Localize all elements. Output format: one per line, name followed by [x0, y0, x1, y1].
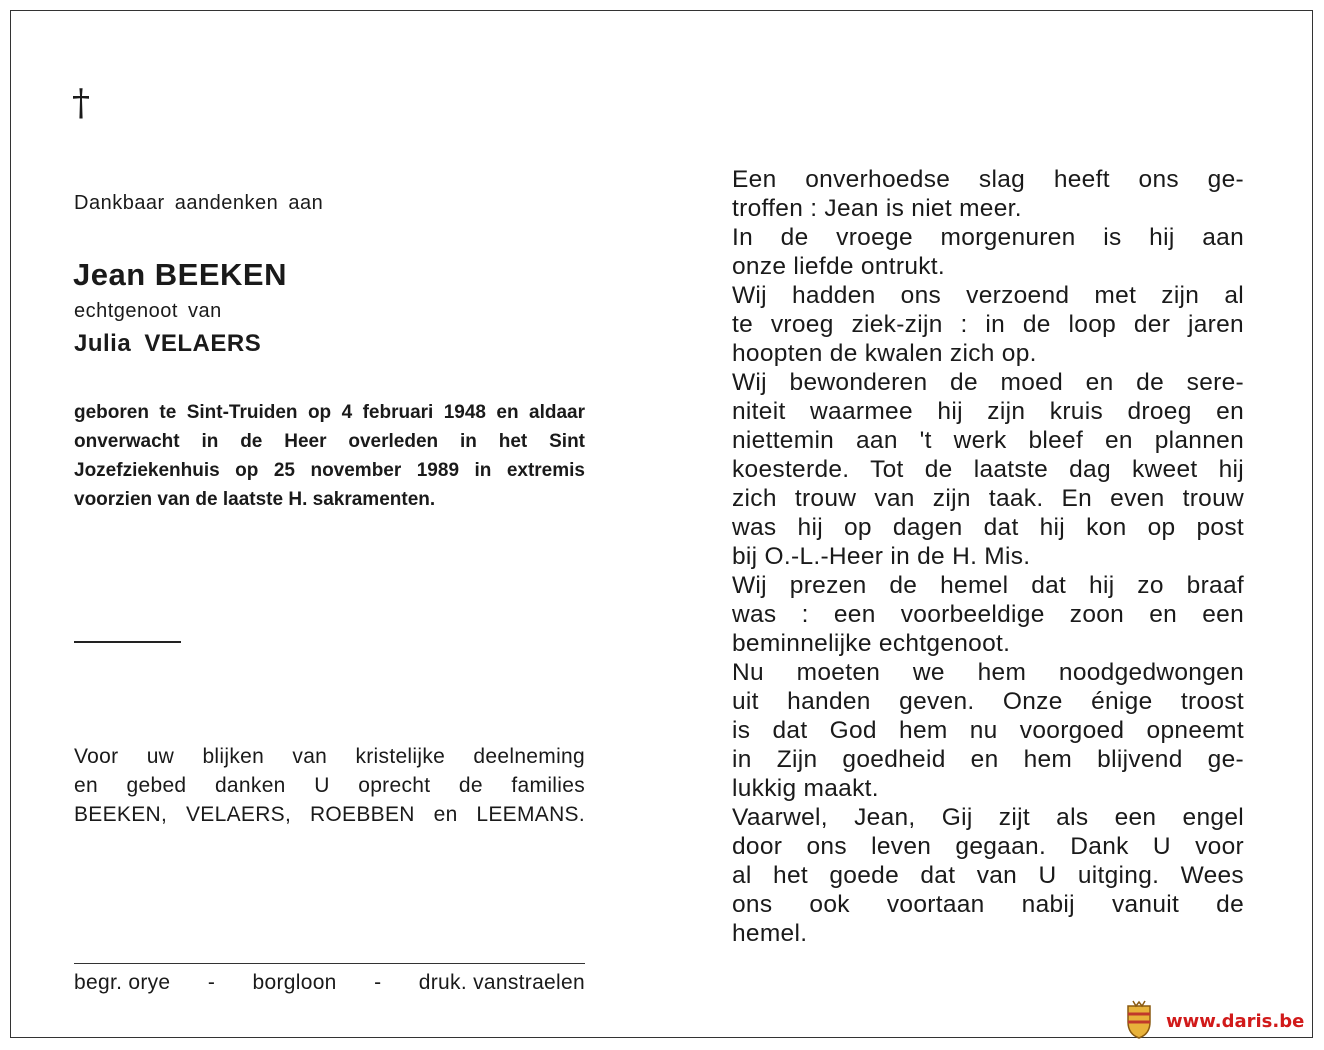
poem-line: Een onverhoedse slag heeft ons ge- — [732, 166, 1244, 193]
poem-line: ons ook voortaan nabij vanuit de — [732, 891, 1244, 918]
poem-line: was : een voorbeeldige zoon en een — [732, 601, 1244, 628]
poem-line: was hij op dagen dat hij kon op post — [732, 514, 1244, 541]
poem-line: is dat God hem nu voorgoed opneemt — [732, 717, 1244, 744]
printer-separator: - — [207, 971, 216, 994]
printer-part: borgloon — [252, 971, 337, 994]
poem-line: hemel. — [732, 920, 808, 947]
poem-line: Wij bewonderen de moed en de sere- — [732, 369, 1244, 396]
printer-separator: - — [374, 971, 382, 994]
divider — [74, 641, 181, 643]
printer-part: druk. vanstraelen — [418, 971, 585, 994]
poem-line: bij O.-L.-Heer in de H. Mis. — [732, 543, 1031, 570]
poem-line: In de vroege morgenuren is hij aan — [732, 224, 1244, 251]
printer-credit — [74, 971, 585, 995]
poem-line: Nu moeten we hem noodgedwongen — [732, 659, 1244, 686]
thanks-line: BEEKEN, VELAERS, ROEBBEN en LEEMANS. — [74, 803, 585, 826]
poem-line: niettemin aan 't werk bleef en plannen — [732, 427, 1244, 454]
thanks-line: Voor uw blijken van kristelijke deelneming — [74, 745, 585, 768]
biography-text: geboren te Sint-Truiden op 4 februari 1948 en aldaar onverwacht in de Heer overleden in het Sint Jozefziekenhuis op 25 november 1989 in extremis voorzien van de laatste H. sakramenten. — [74, 402, 585, 510]
cross-icon: † — [72, 83, 90, 124]
poem-text — [732, 165, 1244, 948]
poem-line: niteit waarmee hij zijn kruis droeg en — [732, 398, 1244, 425]
poem-line: in Zijn goedheid en hem blijvend ge- — [732, 746, 1244, 773]
divider — [74, 963, 585, 964]
printer-part: begr. orye — [74, 971, 171, 994]
spouse-label: echtgenoot van — [74, 300, 222, 322]
poem-line: troffen : Jean is niet meer. — [732, 195, 1022, 222]
deceased-name: Jean BEEKEN — [73, 257, 287, 292]
poem-line: lukkig maakt. — [732, 775, 879, 802]
poem-line: onze liefde ontrukt. — [732, 253, 946, 280]
website-link[interactable]: www.daris.be — [1166, 1011, 1305, 1032]
intro-text: Dankbaar aandenken aan — [74, 192, 324, 214]
poem-line: zich trouw van zijn taak. En even trouw — [732, 485, 1244, 512]
crest-icon — [1124, 1000, 1154, 1040]
poem-line: te vroeg ziek-zijn : in de loop der jaren — [732, 311, 1244, 338]
poem-line: hoopten de kwalen zich op. — [732, 340, 1037, 367]
poem-line: beminnelijke echtgenoot. — [732, 630, 1011, 657]
poem-line: al het goede dat van U uitging. Wees — [732, 862, 1244, 889]
poem-line: Wij hadden ons verzoend met zijn al — [732, 282, 1244, 309]
poem-line: koesterde. Tot de laatste dag kweet hij — [732, 456, 1244, 483]
poem-line: door ons leven gegaan. Dank U voor — [732, 833, 1244, 860]
thanks-line: en gebed danken U oprecht de families — [74, 774, 585, 797]
poem-line: Wij prezen de hemel dat hij zo braaf — [732, 572, 1244, 599]
poem-line: uit handen geven. Onze énige troost — [732, 688, 1244, 715]
poem-line: Vaarwel, Jean, Gij zijt als een engel — [732, 804, 1244, 831]
spouse-name: Julia VELAERS — [74, 330, 262, 357]
thanks-text — [74, 742, 585, 829]
